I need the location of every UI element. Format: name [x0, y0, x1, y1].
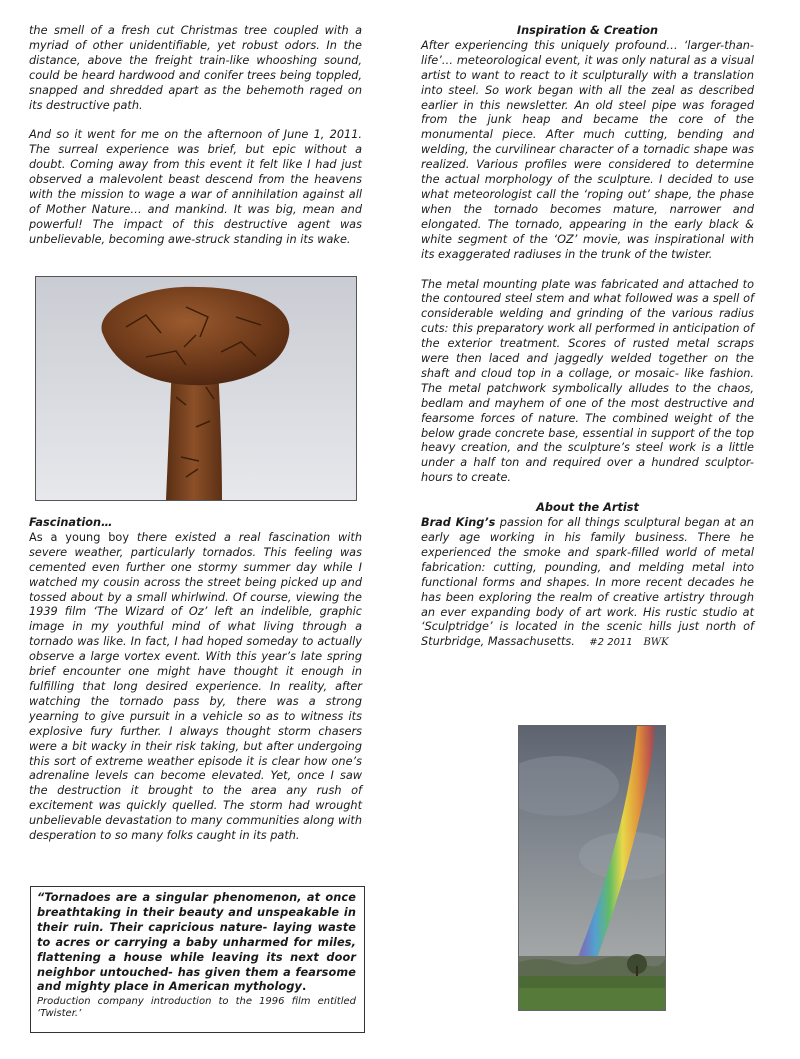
left-column-top	[29, 24, 362, 248]
quote-text: “Tornadoes are a singular phenomenon, at once breathtaking in their beauty and unspeakable in their ruin. Their capricious nature- laying waste to acres or carrying a baby unharmed for miles, flattening a house while leaving its next door neighbor untouched- has given them a fearsome and mighty place in American mythology	[37, 891, 356, 994]
artist-body: passion for all things sculptural began at an early age working in his family business. There he experienced the smoke and spark-filled world of metal fabrication: cutting, pounding, and melding metal into functional forms and shapes. In more recent decades he has been exploring the realm of creative artistry through an ever expanding body of art work. His rustic studio at ‘Sculptridge’ is located in the scenic hills just north of Sturbridge, Massachusetts.	[421, 516, 754, 649]
tornado-sculpture-image	[36, 277, 356, 500]
rainbow-photo	[518, 725, 666, 1011]
issue-note: #2 2011	[589, 637, 633, 649]
inspiration-paragraph-2: The metal mounting plate was fabricated and attached to the contoured steel stem and what followed was a spell of considerable welding and grinding of the various radius cuts: this preparatory work all performed in anticipation of the exterior treatment. Scores of rusted metal scraps were then laced and jaggedly welded together on the shaft and cloud top in a collage, or mosaic- like fashion. The metal patchwork symbolically alludes to the chaos, bedlam and mayhem of one of the most destructive and fearsome forces of nature. The combined weight of the below grade concrete base, essential in support of the top heavy creation, and the sculpture’s steel work is a little under a half ton and required over a hundred sculptor-hours to create.	[421, 277, 754, 485]
right-column	[421, 24, 754, 651]
fascination-paragraph	[29, 531, 362, 844]
fascination-section	[29, 516, 362, 844]
intro-paragraph-1: the smell of a fresh cut Christmas tree coupled with a myriad of other unidentifiable, yet robust odors. In the distance, above the freight train-like whooshing sound, could be heard hardwood and conifer trees being toppled, snapped and shredded apart as the behemoth raged on its destructive path.	[29, 24, 362, 112]
artist-signature: BWK	[643, 637, 669, 649]
fascination-lead: As a young boy	[29, 530, 137, 544]
inspiration-paragraph-1: After experiencing this uniquely profound… ‘larger-than-life’… meteorological event, it was only natural as a visual artist to want to react to it sculpturally with a translation into steel. So work began with all the zeal as described earlier in this newsletter. An old steel pipe was foraged from the junk heap and became the core of the monumental piece. After much cutting, bending and welding, the curvilinear character of a tornadic shape was realized. Various profiles were considered to determine the actual morphology of the sculpture. I decided to use what meteorologist call the ‘roping out’ shape, the phase when the tornado becomes mature, narrower and elongated. The tornado, appearing in the early black & white segment of the ‘OZ’ movie, was inspirational with its exaggerated radiuses in the trunk of the twister.	[421, 38, 754, 261]
twister-quote-box	[30, 886, 365, 1033]
quote-text-wrapper	[37, 891, 356, 995]
intro-paragraph-2: And so it went for me on the afternoon of June 1, 2011. The surreal experience was brief, but epic without a doubt. Coming away from this event it felt like I had just observed a malevolent beast descend from the heavens with the mission to wage a war of annihilation against all of Mother Nature… and mankind. It was big, mean and powerful! The impact of this destructive agent was unbelievable, becoming awe-struck standing in its wake.	[29, 128, 362, 246]
artist-paragraph	[421, 516, 754, 651]
inspiration-heading: Inspiration & Creation	[516, 24, 659, 37]
fascination-heading: Fascination…	[29, 516, 113, 529]
sculpture-photo	[35, 276, 357, 501]
artist-heading: About the Artist	[536, 501, 639, 515]
artist-name: Brad King’s	[421, 516, 496, 530]
quote-source: Production company introduction to the 1996 film entitled ‘Twister.’	[37, 996, 356, 1020]
quote-period: .	[302, 980, 307, 994]
rainbow-image	[519, 726, 665, 1010]
fascination-body: there existed a real fascination with severe weather, particularly tornados. This feeling was cemented even further one stormy summer day while I watched my cousin across the street being picked up and tossed about by a small whirlwind. Of course, viewing the 1939 film ‘The Wizard of Oz’ left an indelible, graphic image in my youthful mind of what living through a tornado was like. In fact, I had hoped someday to actually observe a large vortex event. With this year’s late spring brief encounter one might have thought it enough in fulfilling that long desired experience. In reality, after watching the tornado pass by, there was a strong yearning to give pursuit in a vehicle so as to witness its explosive fury further. I always thought storm chasers were a bit wacky in their risk taking, but after undergoing this sort of extreme weather episode it is clear how one’s adrenaline levels can become elevated. Yet, once I saw the destruction it brought to the area any rush of excitement was quickly quelled. The storm had wrought unbelievable devastation to many communities along with desperation to so many folks caught in its path.	[29, 530, 362, 843]
